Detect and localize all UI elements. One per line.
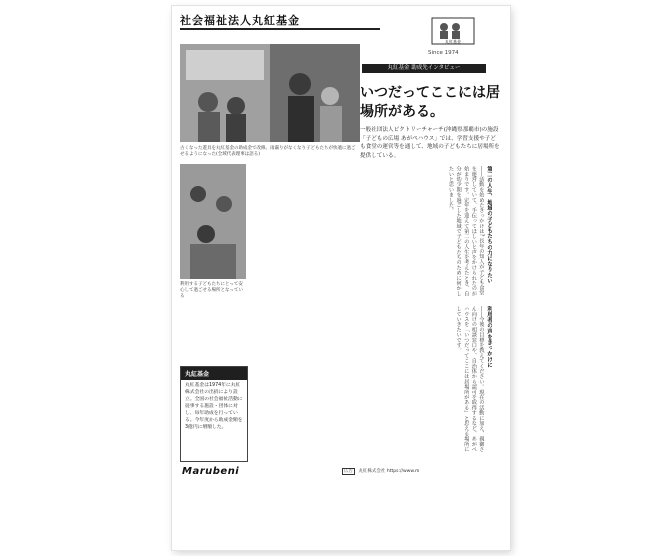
headline: いつだってここには居場所がある。	[360, 85, 500, 120]
logo-icon	[430, 16, 476, 46]
interview-tag: 丸紅基金 助成先インタビュー	[362, 64, 486, 73]
sidebox-title: 丸紅基金	[181, 367, 247, 380]
article-column-lower	[252, 306, 492, 454]
since-label: Since 1974	[428, 50, 459, 56]
article-page[interactable]	[172, 6, 510, 550]
main-photo	[180, 44, 360, 142]
ad-tag: 広告	[344, 469, 353, 474]
logo	[430, 16, 476, 50]
brand-logo: Marubeni	[182, 466, 240, 477]
section-heading: 利用者の声をきっかけに	[486, 306, 492, 368]
org-header: 社会福祉法人丸紅基金	[180, 12, 380, 30]
secondary-photo	[180, 164, 246, 279]
lead-paragraph: 一般社団法人ビクトリーチャーチ(沖縄県那覇市)の施設「子どもの広場 あがぺハウス」では、学習支援や子ども食堂の運営等を通して、地域の子どもたちに居場所を提供している。	[360, 127, 500, 159]
section-body: ――活動を始めたきっかけは? 長年の知人が子ども食堂を運営していて、手伝ってほしいと声をかけられたのが始まりです。定年を迎えて第二の人生を考えたとき、自分が幼少期を過ごした地域で子どもたちのために何かしたいと思いました。	[448, 166, 485, 296]
sidebox-text: 丸紅基金は1974年に丸紅株式会社の出捐により設立。全国の社会福祉活動に従事する施設・団体に対し、毎年助成を行っている。今年度から助成金額を3億円に増額した。	[185, 383, 243, 430]
ad-credit	[342, 468, 419, 474]
section-heading: 第二の人生、地域の子どもたちの力になりたい	[486, 166, 492, 284]
secondary-caption: 利用する子どもたちにとって安心して過ごせる場所となっている	[180, 282, 243, 299]
article-column-upper	[252, 166, 492, 298]
section-body: ――今後の目標を教えてください。現在の活動に加え、親御さん向けの相談窓口や、自治体から認可を取得するなど、あがぺハウスを「いつだってここには居場所がある」と思える場所にしていきたいです。	[455, 306, 485, 452]
ad-text: 丸紅株式会社 https://www.m	[358, 469, 420, 474]
foundation-sidebox	[180, 366, 248, 462]
svg-text:丸紅基金: 丸紅基金	[445, 39, 461, 44]
photo-caption: 古くなった遊具を丸紅基金の助成金で改修。雨漏りがなくなり子どもたちが快適に過ごせるようになった(全域代表理事は語る)	[180, 146, 356, 157]
